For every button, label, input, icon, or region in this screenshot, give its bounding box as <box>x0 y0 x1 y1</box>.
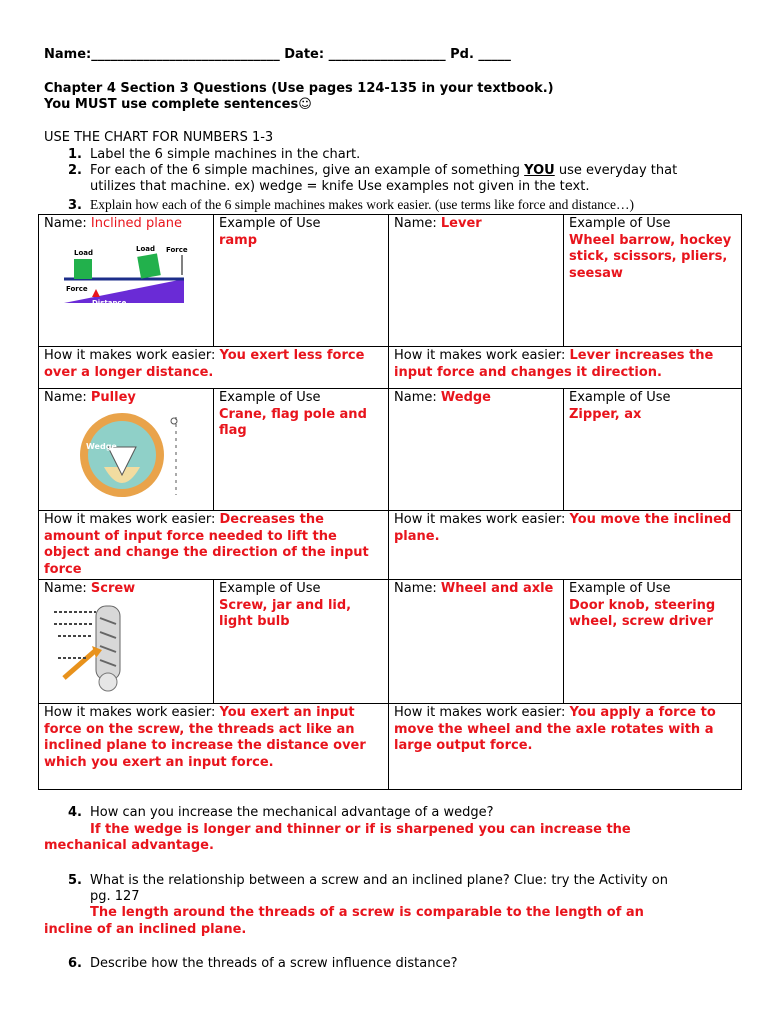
instructions-heading: USE THE CHART FOR NUMBERS 1-3 <box>44 130 274 145</box>
example-answer: Screw, jar and lid, light bulb <box>219 597 352 629</box>
answer-5-line2: incline of an inclined plane. <box>44 922 247 937</box>
diagram-label: Force <box>166 245 188 254</box>
example-answer: ramp <box>219 232 258 248</box>
screw-illustration <box>44 598 164 694</box>
example-answer: Crane, flag pole and flag <box>219 406 367 438</box>
machine-cell-pulley: Name: Pulley Wedge <box>39 389 214 511</box>
diagram-label: Distance <box>92 298 127 307</box>
example-answer: Door knob, steering wheel, screw driver <box>569 597 716 629</box>
diagram-label: Load <box>74 248 94 257</box>
machine-name: Screw <box>90 581 136 596</box>
easier-cell: How it makes work easier: Lever increases the input force and changes it direction. <box>389 347 742 389</box>
instruction-3: 3. Explain how each of the 6 simple machines makes work easier. (use terms like force and distance…) <box>68 197 634 213</box>
name-blank[interactable]: _____________________________ <box>91 47 280 62</box>
smiley-icon: ☺ <box>298 97 312 112</box>
inclined-plane-illustration <box>44 239 194 309</box>
machine-name: Lever <box>440 216 482 231</box>
question-5: 5. What is the relationship between a screw and an inclined plane? Clue: try the Activity on <box>68 873 668 888</box>
instruction-1: 1. Label the 6 simple machines in the chart. <box>68 147 361 162</box>
easier-cell: How it makes work easier: You exert less force over a longer distance. <box>39 347 389 389</box>
example-cell: Example of Use Screw, jar and lid, light bulb <box>214 580 389 704</box>
machine-name: Wedge <box>440 390 491 405</box>
answer-4-line2: mechanical advantage. <box>44 838 214 853</box>
easier-cell: How it makes work easier: You exert an input force on the screw, the threads act like an inclined plane to increase the distance over which you exert an input force. <box>39 704 389 790</box>
simple-machines-chart <box>38 214 742 790</box>
question-5-cont: pg. 127 <box>90 889 140 904</box>
machine-cell-wedge: Name: Wedge <box>389 389 564 511</box>
wedge-illustration <box>44 407 204 503</box>
easier-answer: Lever increases the input force and changes it direction. <box>394 348 714 380</box>
header-line <box>44 46 511 63</box>
machine-name: Pulley <box>90 390 136 405</box>
easier-answer: You exert an input force on the screw, the threads act like an inclined plane to increase the distance over which you exert an input force. <box>44 705 366 770</box>
page-subtitle: You MUST use complete sentences☺ <box>44 97 312 112</box>
name-label: Name: <box>44 47 92 62</box>
question-6: 6. Describe how the threads of a screw influence distance? <box>68 956 458 971</box>
easier-cell: How it makes work easier: Decreases the amount of input force needed to lift the object and change the direction of the input force <box>39 511 389 580</box>
date-blank[interactable]: __________________ <box>328 47 446 62</box>
pd-blank[interactable]: _____ <box>478 47 511 62</box>
example-cell: Example of Use Wheel barrow, hockey stick, scissors, pliers, seesaw <box>564 215 742 347</box>
pd-label: Pd. <box>450 47 474 62</box>
diagram-label: Load <box>136 244 156 253</box>
easier-cell: How it makes work easier: You move the inclined plane. <box>389 511 742 580</box>
machine-name: Wheel and axle <box>440 581 554 596</box>
machine-cell-lever: Name: Lever <box>389 215 564 347</box>
diagram-label: Force <box>66 284 88 293</box>
easier-cell: How it makes work easier: You apply a force to move the wheel and the axle rotates with a large output force. <box>389 704 742 790</box>
easier-answer: You apply a force to move the wheel and the axle rotates with a large output force. <box>394 705 716 753</box>
example-answer: Zipper, ax <box>569 406 642 422</box>
example-cell: Example of Use Door knob, steering wheel, screw driver <box>564 580 742 704</box>
page-title: Chapter 4 Section 3 Questions (Use pages 124-135 in your textbook.) <box>44 81 554 96</box>
example-cell: Example of Use Crane, flag pole and flag <box>214 389 389 511</box>
example-cell: Example of Use ramp <box>214 215 389 347</box>
easier-answer: Decreases the amount of input force needed to lift the object and change the direction of the input force <box>44 512 369 577</box>
machine-cell-inclined-plane: Name: Inclined plane Load Load Force Force Distance <box>39 215 214 347</box>
example-cell: Example of Use Zipper, ax <box>564 389 742 511</box>
question-4: 4. How can you increase the mechanical advantage of a wedge? <box>68 805 494 820</box>
answer-4-line1: If the wedge is longer and thinner or if is sharpened you can increase the <box>90 822 631 837</box>
diagram-label: Wedge <box>86 441 117 451</box>
easier-answer: You exert less force over a longer distance. <box>44 348 365 380</box>
date-label: Date: <box>284 47 325 62</box>
machine-cell-screw: Name: Screw <box>39 580 214 704</box>
machine-cell-wheel-and-axle: Name: Wheel and axle <box>389 580 564 704</box>
instruction-2: 2. For each of the 6 simple machines, give an example of something YOU use everyday that <box>68 163 678 178</box>
machine-name: Inclined plane <box>90 216 183 231</box>
easier-answer: You move the inclined plane. <box>394 512 732 544</box>
example-answer: Wheel barrow, hockey stick, scissors, pliers, seesaw <box>569 232 732 281</box>
answer-5-line1: The length around the threads of a screw is comparable to the length of an <box>90 905 644 920</box>
instruction-2-cont: utilizes that machine. ex) wedge = knife Use examples not given in the text. <box>90 179 590 194</box>
